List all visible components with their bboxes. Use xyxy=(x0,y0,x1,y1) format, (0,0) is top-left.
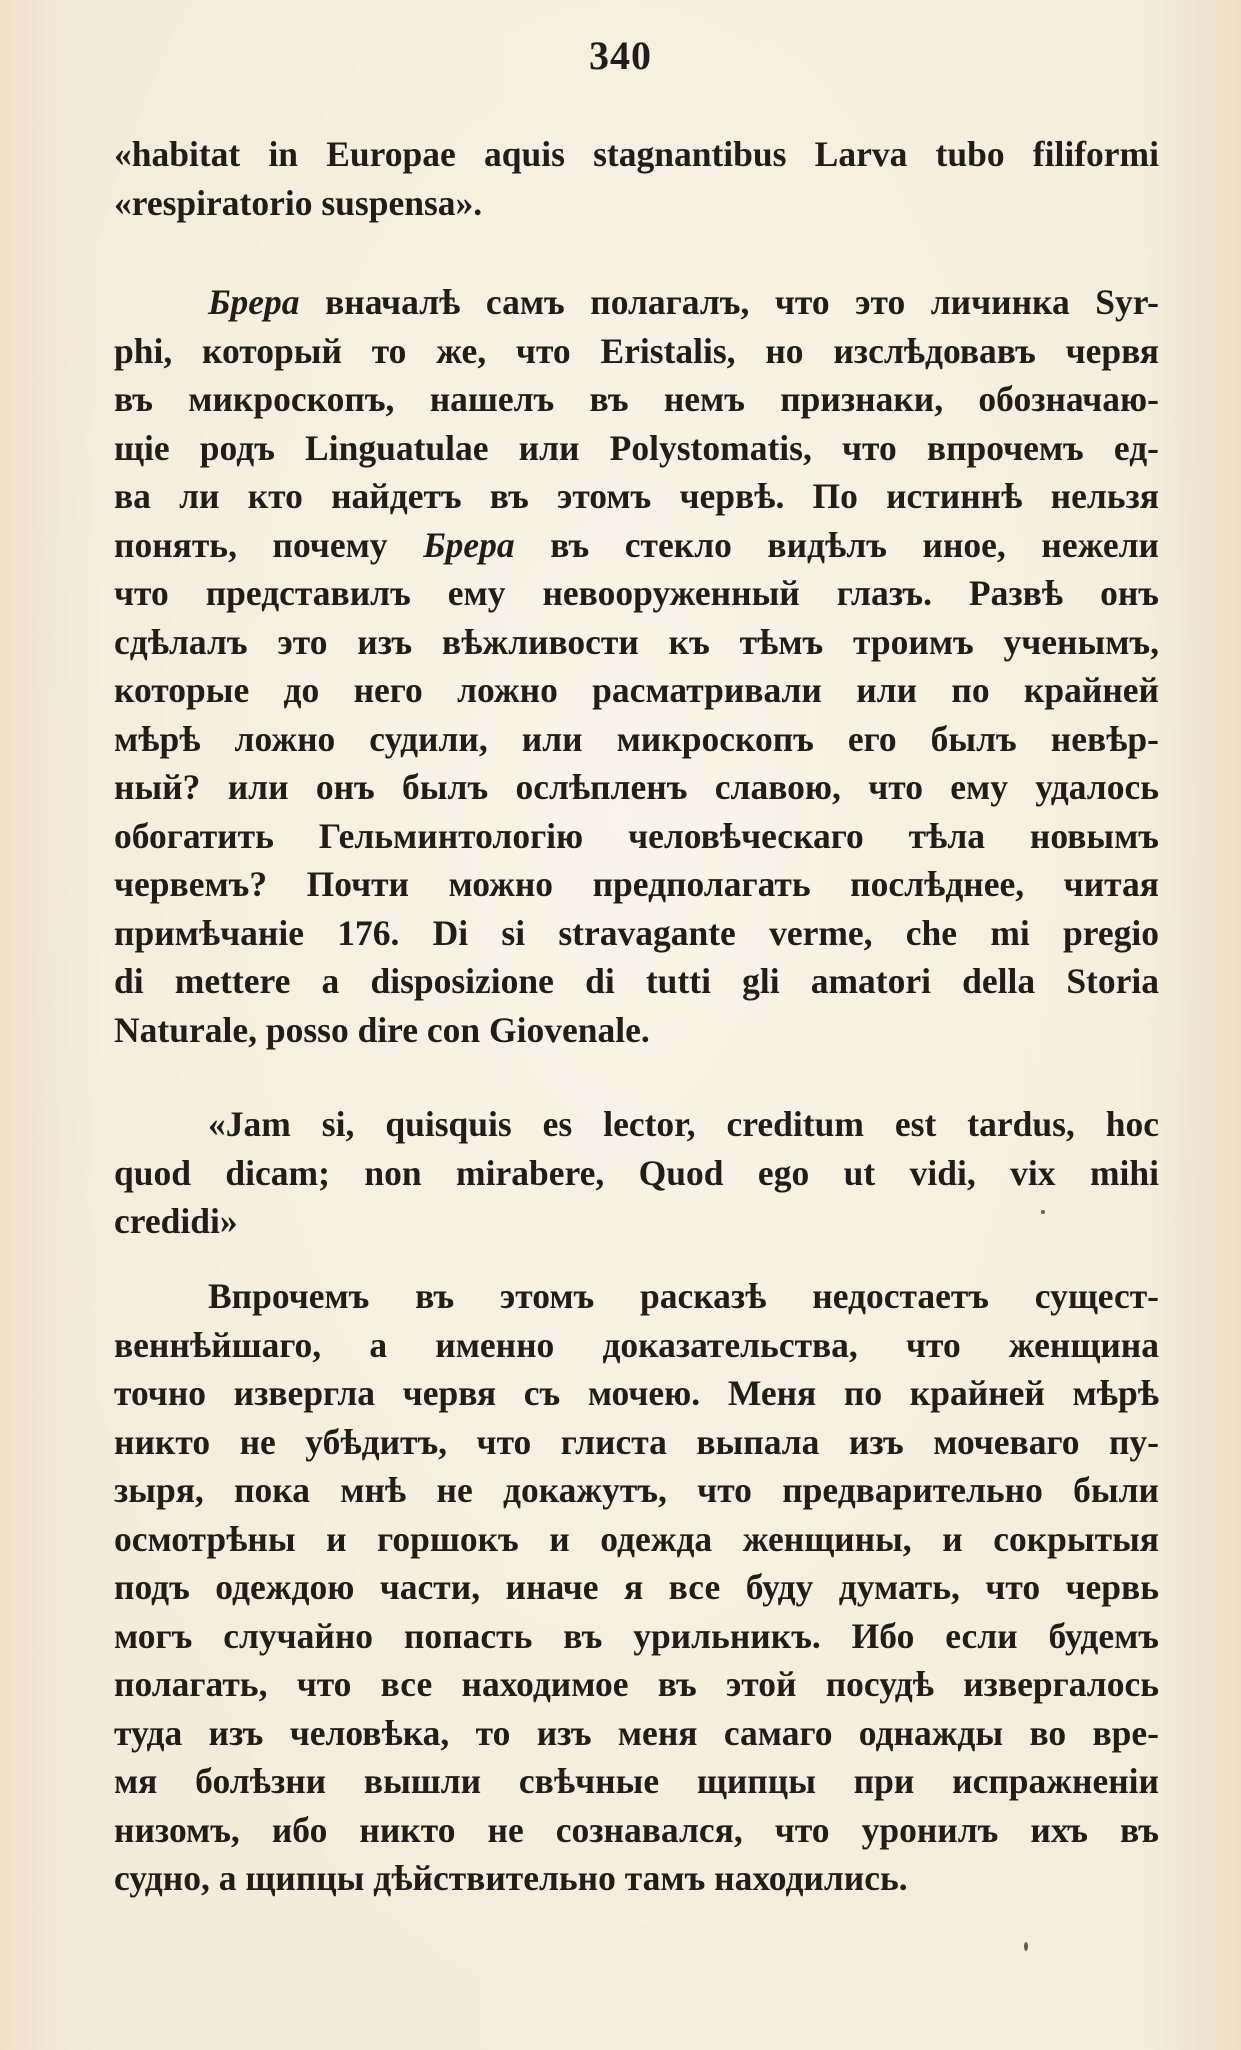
text-fragment: въ стекло видѣлъ иное, нежели xyxy=(514,524,1159,565)
text-line: ный? или онъ былъ ослѣпленъ славою, что ему удалось xyxy=(114,767,1159,807)
text-line: credidi» xyxy=(114,1201,238,1241)
text-line: сдѣлалъ это изъ вѣжливости къ тѣмъ троимъ ученымъ, xyxy=(114,621,1159,662)
text-line: которые до него ложно расматривали или по крайней xyxy=(114,670,1159,710)
text-line: Впрочемъ въ этомъ расказѣ недостаетъ сущест- xyxy=(208,1276,1159,1316)
text-line: подъ одеждою части, иначе я все буду думать, что червь xyxy=(114,1567,1159,1607)
ink-speck xyxy=(1024,1942,1028,1951)
text-line: «respiratorio suspensa». xyxy=(114,182,483,223)
text-line: могъ случайно попасть въ урильникъ. Ибо если будемъ xyxy=(114,1615,1159,1656)
text-line: веннѣйшаго, а именно доказательства, что женщина xyxy=(114,1324,1159,1365)
paragraph-critique xyxy=(114,1272,1159,1903)
text-line xyxy=(114,278,1159,327)
italic-name: Брера xyxy=(423,524,515,565)
text-line: низомъ, ибо никто не сознавался, что уронилъ ихъ въ xyxy=(114,1809,1159,1850)
text-line: судно, а щипцы дѣйствительно тамъ находились. xyxy=(114,1858,908,1898)
text-line: phi, который то же, что Eristalis, но изслѣдовавъ червя xyxy=(114,330,1159,371)
page-number: 340 xyxy=(589,33,652,78)
text-line: щіе родъ Linguatulae или Polystomatis, что впрочемъ ед- xyxy=(114,427,1159,468)
text-line: Naturale, posso dire con Giovenale. xyxy=(114,1009,650,1050)
text-line: «Jam si, quisquis es lector, creditum est tardus, hoc xyxy=(208,1104,1159,1144)
text-line: quod dicam; non mirabere, Quod ego ut vidi, vix mihi xyxy=(114,1152,1159,1193)
text-line: «habitat in Europae aquis stagnantibus Larva tubo filiformi xyxy=(114,134,1159,174)
paragraph-juvenal-quote xyxy=(114,1100,1159,1246)
text-line: di mettere a disposizione di tutti gli amatori della Storia xyxy=(114,961,1159,1001)
italic-name: Брера xyxy=(208,282,300,322)
text-line: ва ли кто найдетъ въ этомъ червѣ. По истиннѣ нельзя xyxy=(114,476,1159,516)
text-line: мя болѣзни вышли свѣчные щипцы при испражненіи xyxy=(114,1761,1159,1801)
ink-speck xyxy=(1041,1210,1045,1214)
text-fragment: понять, почему xyxy=(114,524,424,565)
text-line: точно извергла червя съ мочею. Меня по крайней мѣрѣ xyxy=(114,1373,1159,1413)
paragraph-latin-quote xyxy=(114,130,1159,227)
paragraph-brera xyxy=(114,278,1159,1054)
text-line: никто не убѣдитъ, что глиста выпала изъ мочеваго пу- xyxy=(114,1421,1159,1462)
text-line: примѣчаніе 176. Di si stravagante verme, che mi pregio xyxy=(114,912,1159,953)
text-line: что представилъ ему невооруженный глазъ. Развѣ онъ xyxy=(114,573,1159,613)
text-line: въ микроскопъ, нашелъ въ немъ признаки, обозначаю- xyxy=(114,379,1159,419)
text-fragment: вначалѣ самъ полагалъ, что это личинка Syr- xyxy=(299,282,1159,322)
text-line: полагать, что все находимое въ этой посудѣ извергалось xyxy=(114,1664,1159,1704)
text-line: туда изъ человѣка, то изъ меня самаго однажды во вре- xyxy=(114,1712,1159,1753)
text-line: осмотрѣны и горшокъ и одежда женщины, и сокрытыя xyxy=(114,1518,1159,1559)
text-line: обогатить Гельминтологію человѣческаго тѣла новымъ xyxy=(114,815,1159,856)
text-line xyxy=(114,521,1159,570)
text-line: червемъ? Почти можно предполагать послѣднее, читая xyxy=(114,864,1159,904)
text-line: мѣрѣ ложно судили, или микроскопъ его былъ невѣр- xyxy=(114,718,1159,759)
text-line: зыря, пока мнѣ не докажутъ, что предварительно были xyxy=(114,1470,1159,1510)
